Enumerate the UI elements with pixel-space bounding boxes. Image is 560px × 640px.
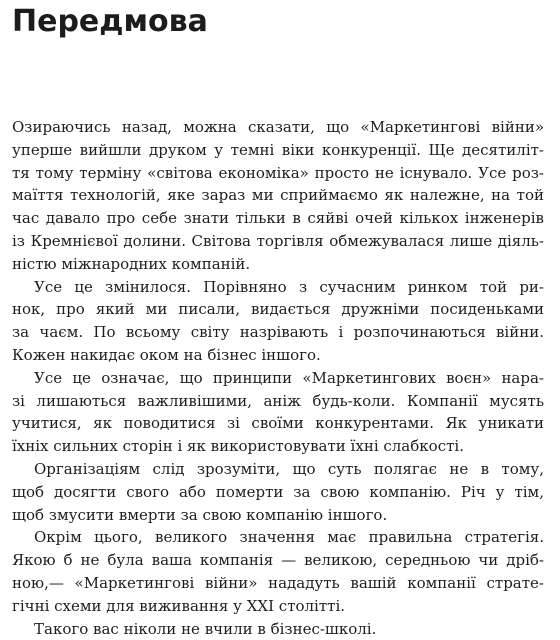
text-line: їхніх сильних сторін і як використовувати їхні слабкості. [12, 437, 464, 456]
text-line: Озираючись назад, можна сказати, що «Маркетингові війни» [12, 118, 544, 136]
text-line: зі лишаються важливішими, аніж будь-коли. Компанії мусять [12, 391, 544, 410]
text-line: із Кремнієвої долини. Світова торгівля обмежувалася лише діяль- [12, 231, 544, 250]
text-line: за чаєм. По всьому світу назрівають і розпочинаються війни. [12, 323, 544, 342]
text-line: уперше вийшли друком у темні віки конкуренції. Ще десятиліт- [12, 140, 544, 159]
preface-text [12, 116, 544, 640]
text-line: тя тому терміну «світова економіка» просто не існувало. Усе роз- [12, 163, 544, 182]
text-line: Окрім цього, великого значення має правильна стратегія. [34, 528, 544, 547]
text-line: Усе це змінилося. Порівняно з сучасним ринком той ри- [34, 277, 544, 296]
text-line: маїття технологій, яке зараз ми сприймаємо як належне, на той [12, 186, 544, 205]
text-line: нок, про який ми писали, видається дружніми посиденьками [12, 300, 544, 319]
text-line: учитися, як поводитися зі своїми конкурентами. Як уникати [12, 414, 544, 433]
text-line: Кожен накидає оком на бізнес іншого. [12, 345, 321, 364]
text-line: щоб змусити вмерти за свою компанію іншого. [12, 505, 388, 524]
text-line: Якою б не була ваша компанія — великою, середньою чи дріб- [12, 551, 544, 570]
text-line: Усе це означає, що принципи «Маркетингових воєн» нара- [34, 368, 544, 387]
text-line: час давало про себе знати тільки в сяйві очей кількох інженерів [12, 209, 544, 228]
text-line: ною,— «Маркетингові війни» нададуть вашій компанії страте- [12, 573, 544, 592]
text-line: гічні схеми для виживання у XXI столітті. [12, 596, 346, 615]
page-title: Передмова [12, 4, 208, 39]
text-line: Такого вас ніколи не вчили в бізнес-школі. [34, 619, 377, 638]
text-line: Організаціям слід зрозуміти, що суть полягає не в тому, [34, 459, 544, 478]
text-line: ністю міжнародних компаній. [12, 254, 251, 273]
text-line: щоб досягти свого або померти за свою компанію. Річ у тім, [12, 482, 544, 501]
